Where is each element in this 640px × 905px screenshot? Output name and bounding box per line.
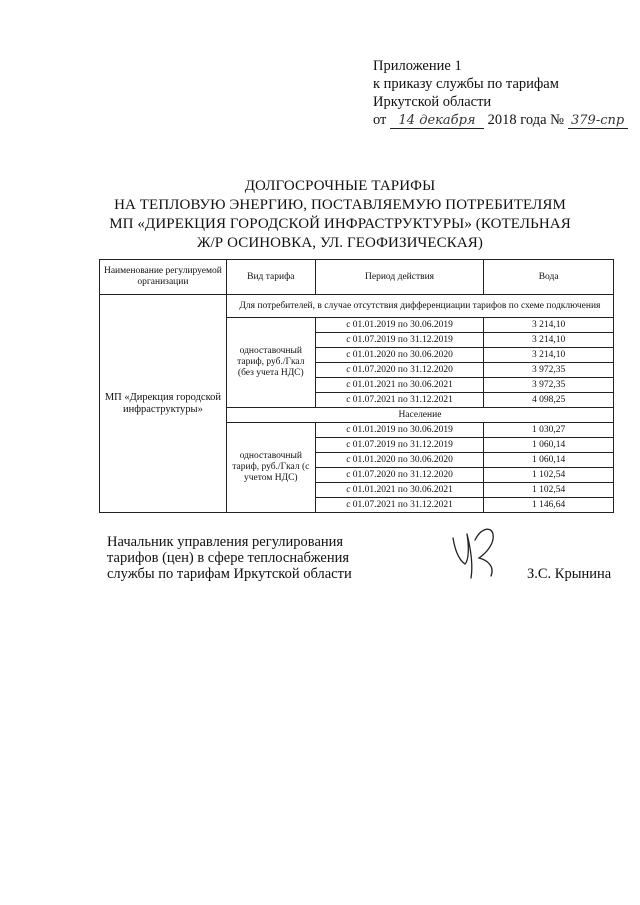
period-cell: с 01.01.2020 по 30.06.2020 [315,348,484,363]
appendix-order-ref: к приказу службы по тарифам [373,76,559,92]
signatory-line-2: тарифов (цен) в сфере теплоснабжения [107,550,350,566]
handwritten-signature [445,520,505,587]
value-cell: 3 972,35 [484,363,614,378]
date-year: 2018 года № [487,112,564,128]
handwritten-date: 14 декабря [390,114,484,129]
period-cell: с 01.01.2021 по 30.06.2021 [315,378,484,393]
group1-title: Для потребителей, в случае отсутствия дифференциации тарифов по схеме подключения [226,295,613,318]
period-cell: с 01.07.2021 по 31.12.2021 [315,393,484,408]
value-cell: 1 146,64 [484,498,614,513]
signatory-line-1: Начальник управления регулирования [107,534,344,550]
handwritten-order-number: 379-спр [568,114,628,129]
group2-tariff-type: одноставочный тариф, руб./Гкал (с учетом НДС) [226,423,315,513]
value-cell: 3 214,10 [484,318,614,333]
table-header-row [100,260,614,295]
title-line-3: МП «ДИРЕКЦИЯ ГОРОДСКОЙ ИНФРАСТРУКТУРЫ» (КОТЕЛЬНАЯ [109,216,571,232]
signatory-title [107,534,352,582]
period-cell: с 01.07.2021 по 31.12.2021 [315,498,484,513]
header-water: Вода [484,260,614,295]
value-cell: 3 972,35 [484,378,614,393]
title-line-1: ДОЛГОСРОЧНЫЕ ТАРИФЫ [244,178,436,194]
value-cell: 3 214,10 [484,333,614,348]
appendix-region: Иркутской области [373,94,492,110]
title-line-4: Ж/Р ОСИНОВКА, УЛ. ГЕОФИЗИЧЕСКАЯ) [197,235,483,251]
value-cell: 1 060,14 [484,438,614,453]
value-cell: 1 102,54 [484,468,614,483]
document-title [40,177,640,253]
signatory-line-3: службы по тарифам Иркутской области [107,566,352,582]
group1-tariff-type: одноставочный тариф, руб./Гкал (без учета НДС) [226,318,315,408]
header-organization: Наименование регулируемой организации [100,260,227,295]
organization-cell: МП «Дирекция городской инфраструктуры» [100,295,227,513]
group1-title-row [100,295,614,318]
period-cell: с 01.07.2020 по 31.12.2020 [315,468,484,483]
period-cell: с 01.01.2020 по 30.06.2020 [315,453,484,468]
title-line-2: НА ТЕПЛОВУЮ ЭНЕРГИЮ, ПОСТАВЛЯЕМУЮ ПОТРЕБИТЕЛЯМ [114,197,566,213]
appendix-title: Приложение 1 [373,58,462,74]
period-cell: с 01.01.2019 по 30.06.2019 [315,318,484,333]
signatory-name: З.С. Крынина [527,566,612,582]
header-period: Период действия [315,260,484,295]
appendix-date-line [373,111,628,129]
value-cell: 1 060,14 [484,453,614,468]
value-cell: 4 098,25 [484,393,614,408]
tariff-table [99,259,614,513]
value-cell: 3 214,10 [484,348,614,363]
value-cell: 1 030,27 [484,423,614,438]
date-prefix: от [373,112,387,128]
period-cell: с 01.01.2019 по 30.06.2019 [315,423,484,438]
period-cell: с 01.07.2020 по 31.12.2020 [315,363,484,378]
group2-title: Население [226,408,613,423]
period-cell: с 01.07.2019 по 31.12.2019 [315,438,484,453]
period-cell: с 01.01.2021 по 30.06.2021 [315,483,484,498]
value-cell: 1 102,54 [484,483,614,498]
appendix-block [373,57,628,129]
period-cell: с 01.07.2019 по 31.12.2019 [315,333,484,348]
header-tariff-type: Вид тарифа [226,260,315,295]
